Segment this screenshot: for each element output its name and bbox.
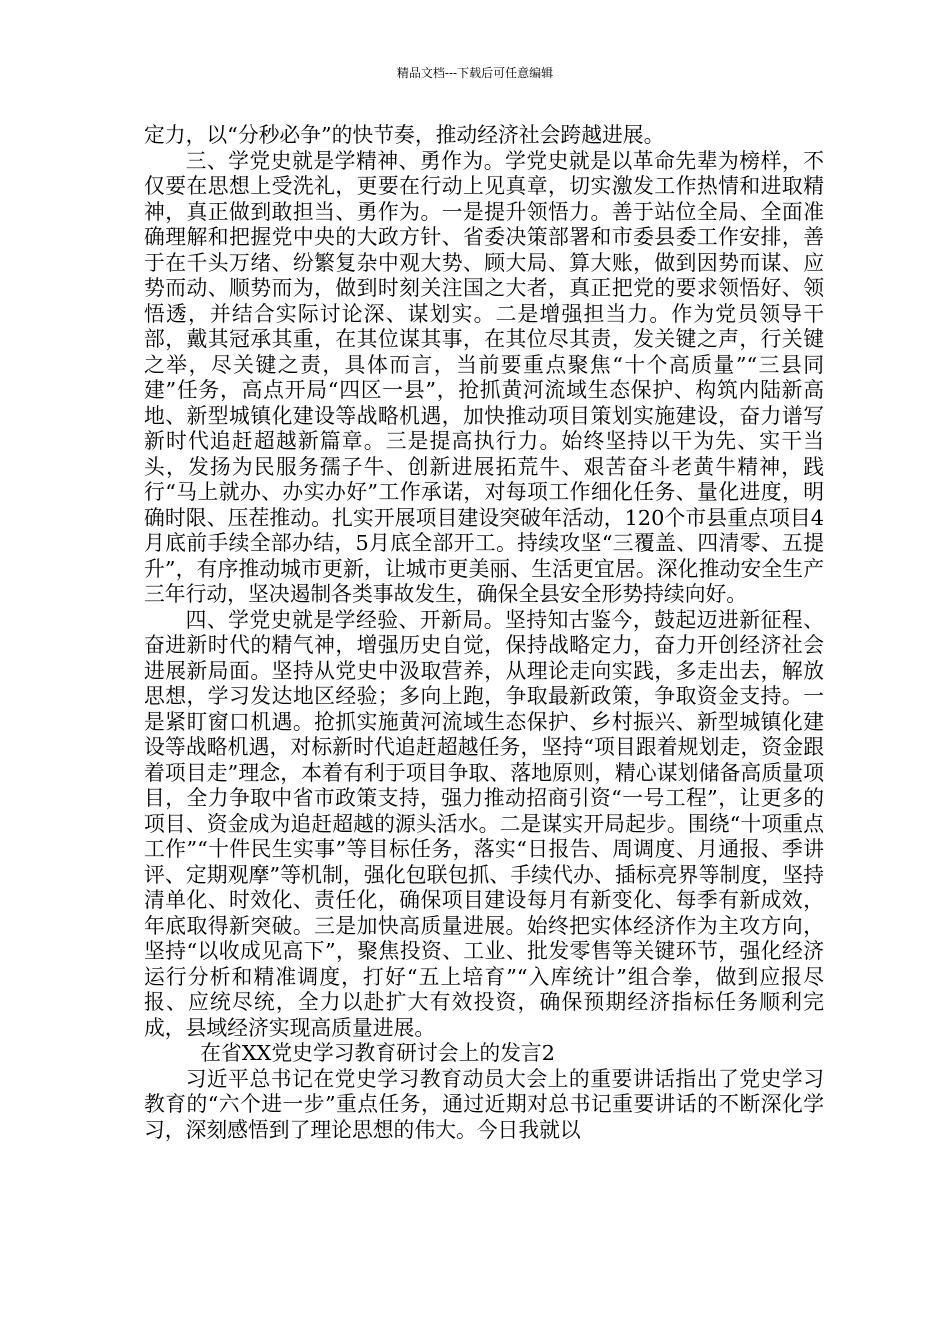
paragraph-continuation: 定力，以“分秒必争”的快节奏，推动经济社会跨越进展。 bbox=[144, 123, 665, 147]
paragraph-speech-intro: 习近平总书记在党史学习教育动员大会上的重要讲话指出了党史学习教育的“六个进一步”重点任务，通过近期对总书记重要讲话的不断深化学习，深刻感悟到了理论思想的伟大。今日我就以 bbox=[144, 1066, 824, 1142]
page-header: 精品文档---下载后可任意编辑 bbox=[396, 66, 554, 80]
document-body bbox=[144, 123, 824, 1143]
paragraph-section-three: 三、学党史就是学精神、勇作为。学党史就是以革命先辈为榜样，不仅要在思想上受洗礼，更要在行动上见真章，切实激发工作热情和进取精神，真正做到敢担当、勇作为。一是提升领悟力。善于站位全局、全面准确理解和把握党中央的大政方针、省委决策部署和市委县委工作安排，善于在千头万绪、纷繁复杂中观大势、顾大局、算大账，做到因势而谋、应势而动、顺势而为，做到时刻关注国之大者，真正把党的要求领悟好、领悟透，并结合实际讨论深、谋划实。二是增强担当力。作为党员领导干部，戴其冠承其重，在其位谋其事，在其位尽其责，发关键之声，行关键之举，尽关键之责，具体而言，当前要重点聚焦“十个高质量”“三县同建”任务，高点开局“四区一县”，抢抓黄河流域生态保护、构筑内陆新高地、新型城镇化建设等战略机遇，加快推动项目策划实施建设，奋力谱写新时代追赶超越新篇章。三是提高执行力。始终坚持以干为先、实干当头，发扬为民服务孺子牛、创新进展拓荒牛、艰苦奋斗老黄牛精神，践行“马上就办、办实办好”工作承诺，对每项工作细化任务、量化进度，明确时限、压茬推动。扎实开展项目建设突破年活动，120个市县重点项目4月底前手续全部办结，5月底全部开工。持续攻坚“三覆盖、四清零、五提升”，有序推动城市更新，让城市更美丽、生活更宜居。深化推动安全生产三年行动，坚决遏制各类事故发生，确保全县安全形势持续向好。 bbox=[144, 148, 824, 606]
paragraph-section-four: 四、学党史就是学经验、开新局。坚持知古鉴今，鼓起迈进新征程、奋进新时代的精气神，增强历史自觉，保持战略定力，奋力开创经济社会进展新局面。坚持从党史中汲取营养，从理论走向实践，多走出去，解放思想，学习发达地区经验；多向上跑，争取最新政策，争取资金支持。一是紧盯窗口机遇。抢抓实施黄河流域生态保护、乡村振兴、新型城镇化建设等战略机遇，对标新时代追赶超越任务，坚持“项目跟着规划走，资金跟着项目走”理念，本着有利于项目争取、落地原则，精心谋划储备高质量项目，全力争取中省市政策支持，强力推动招商引资“一号工程”，让更多的项目、资金成为追赶超越的源头活水。二是谋实开局起步。围绕“十项重点工作”“十件民生实事”等目标任务，落实“日报告、周调度、月通报、季讲评、定期观摩”等机制，强化包联包抓、手续代办、插标亮界等制度，坚持清单化、时效化、责任化，确保项目建设每月有新变化、每季有新成效，年底取得新突破。三是加快高质量进展。始终把实体经济作为主攻方向，坚持“以收成见高下”，聚焦投资、工业、批发零售等关键环节，强化经济运行分析和精准调度，打好“五上培育”“入库统计”组合拳，做到应报尽报、应统尽统，全力以赴扩大有效投资，确保预期经济指标任务顺利完成，县域经济实现高质量进展。 bbox=[144, 607, 824, 1040]
speech-title: 在省XX党史学习教育研讨会上的发言2 bbox=[200, 1041, 555, 1065]
